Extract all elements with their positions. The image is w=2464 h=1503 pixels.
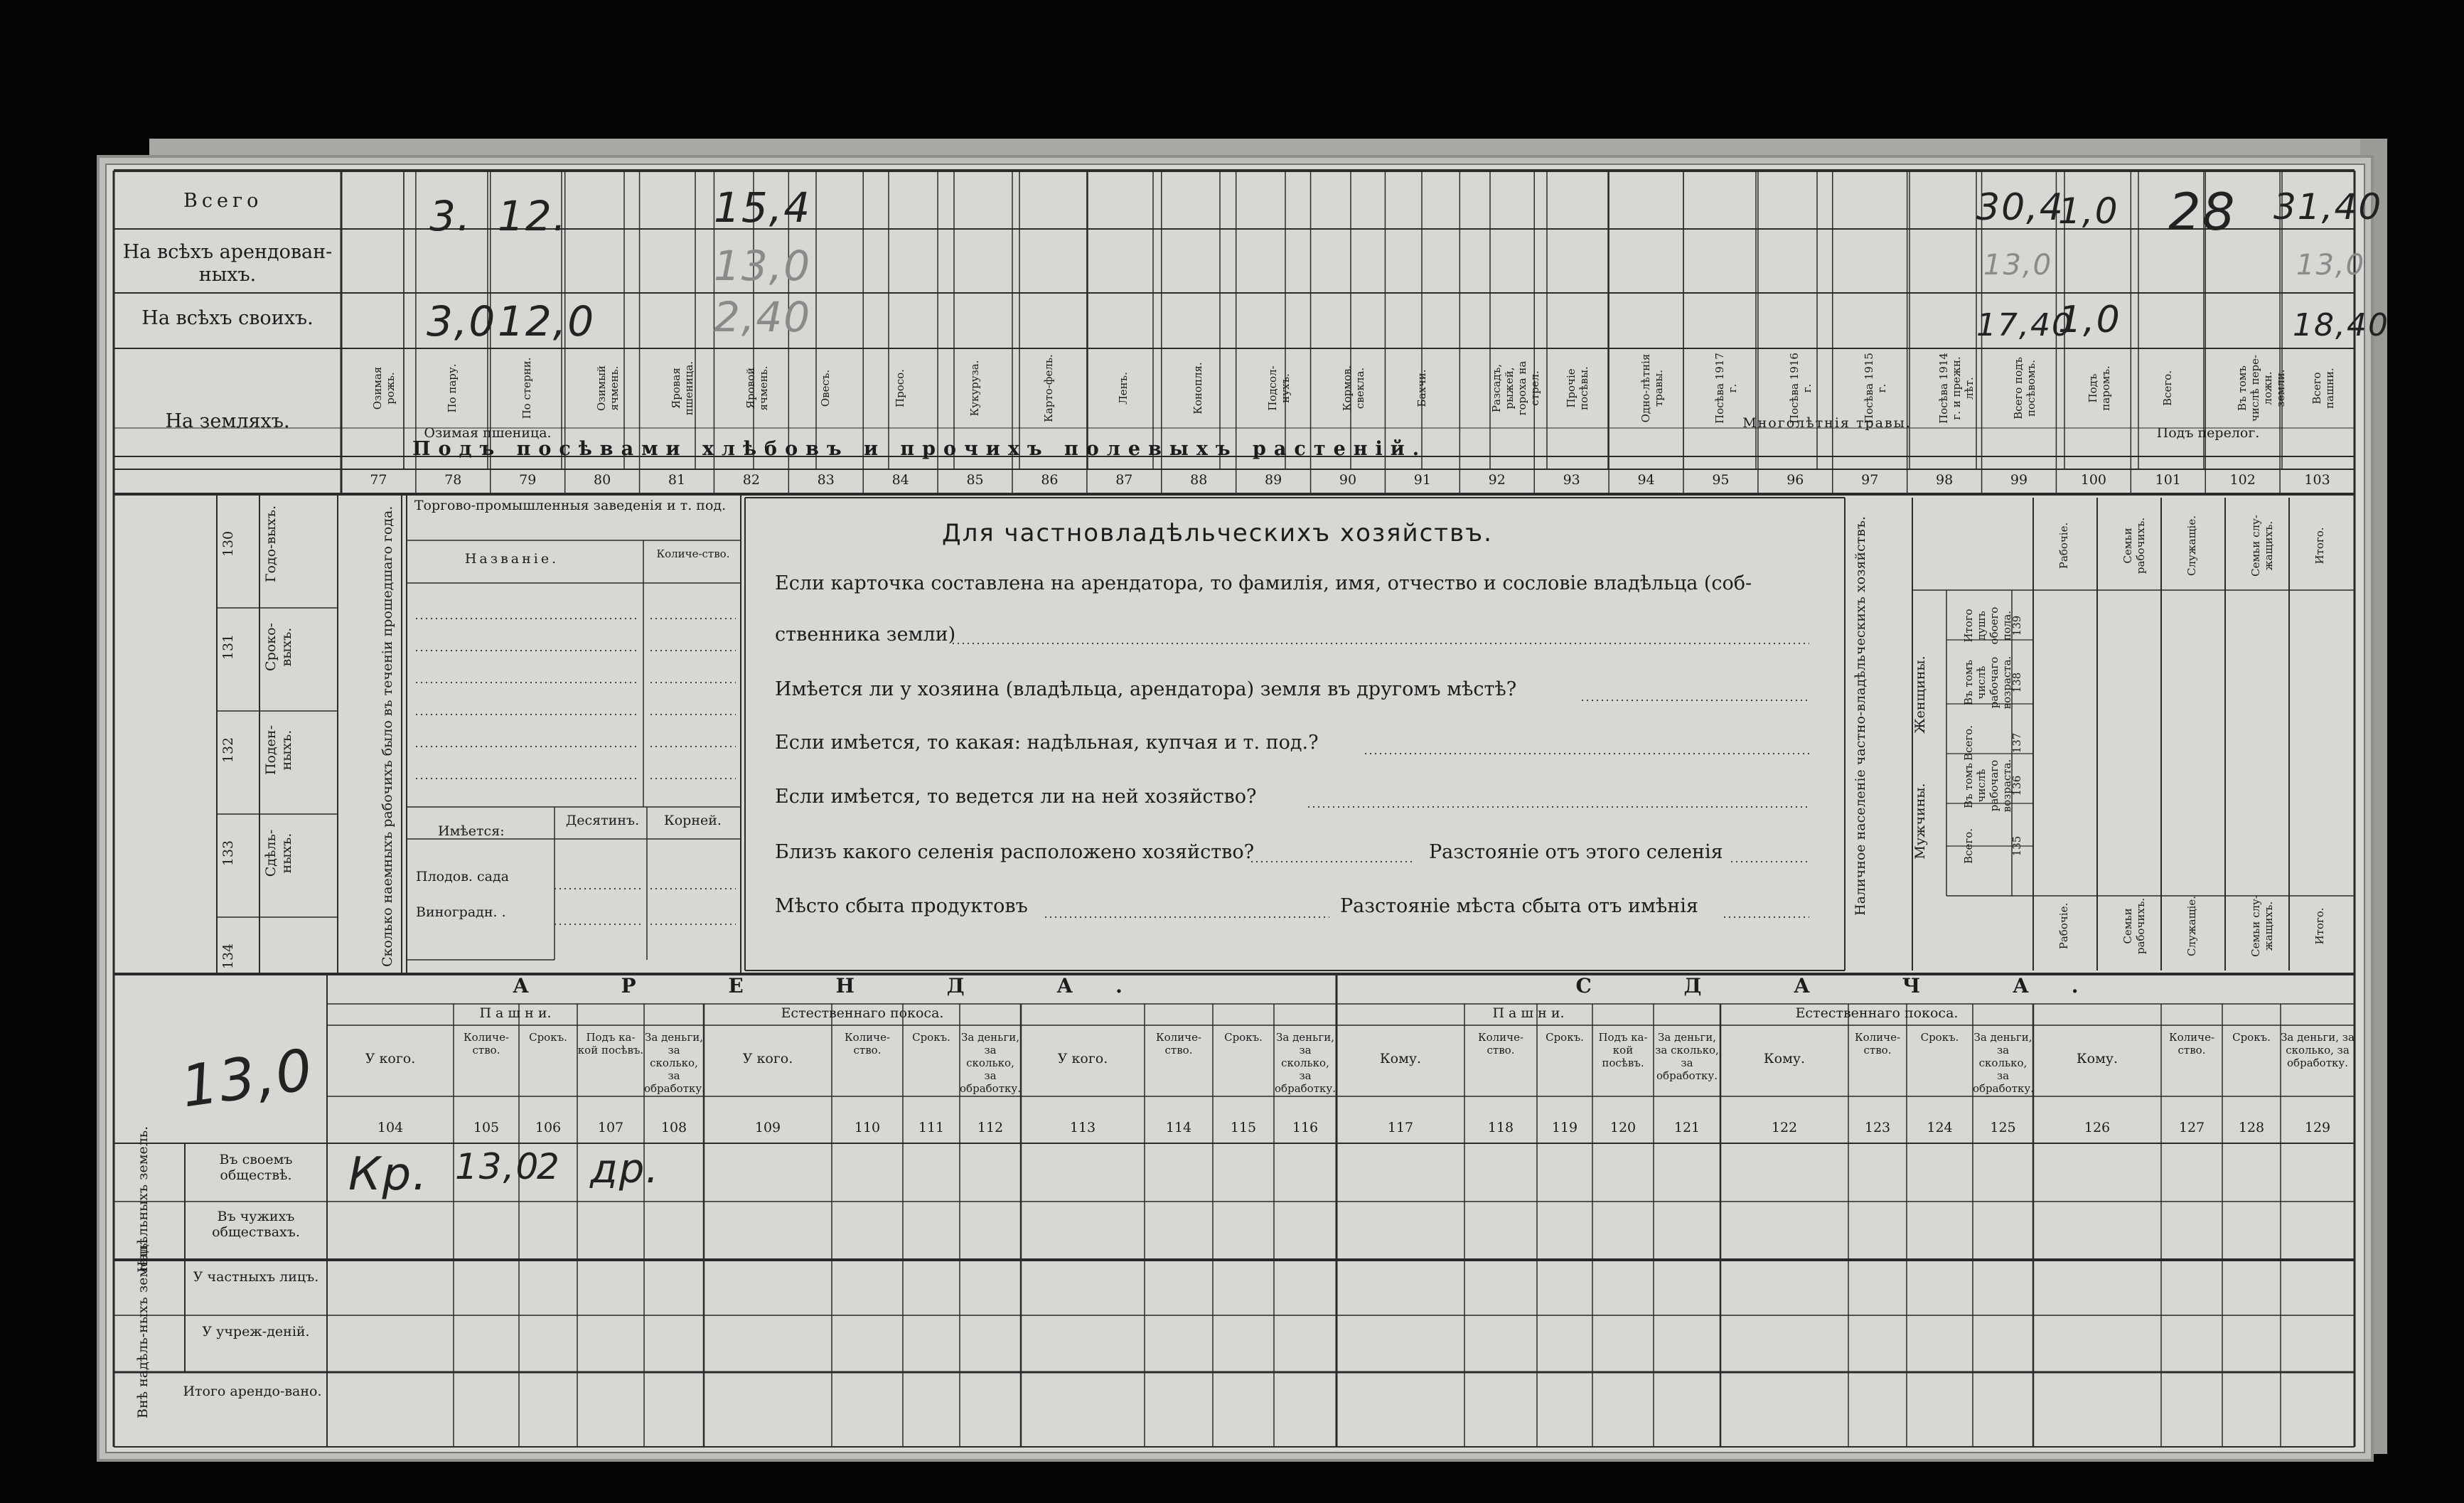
pop-col-label-139: Итого душъ обоего пола. (1962, 606, 2013, 645)
workers-row-number-130: 130 (220, 530, 236, 557)
question-5b: Разстояніе отъ этого селенія (1429, 841, 1723, 863)
col-header-118: Количе-ство. (1477, 1031, 1524, 1057)
pop-col-number-135: 135 (2010, 835, 2023, 857)
pop-col-label-138: Въ томъ числѣ рабочаго возраста. (1962, 656, 2013, 710)
hw-quantity: 13,0 (455, 1146, 540, 1187)
crop-col-header-85: Кукуруза. (968, 360, 981, 417)
col-header-112: За деньги, за сколько, за обработку. (960, 1031, 1021, 1095)
crop-col-number-83: 83 (817, 472, 835, 488)
men-label: Мужчины. (1912, 783, 1928, 860)
workers-row-label-132: Поден-ныхъ. (263, 724, 294, 776)
col-header-113: У кого. (1057, 1051, 1108, 1066)
staff-col-4-top: Итого. (2313, 527, 2326, 565)
col-number-105: 105 (473, 1120, 500, 1135)
row-label-rented-b: ныхъ. (198, 264, 257, 286)
col-number-121: 121 (1673, 1120, 1700, 1135)
row-private-persons: У частныхъ лицъ. (193, 1269, 319, 1285)
col-number-109: 109 (754, 1120, 781, 1135)
staff-col-2-top: Служащіе. (2185, 515, 2198, 576)
question-3: Если имѣется, то какая: надѣльная, купчая и т. под.? (775, 732, 1319, 754)
crop-col-header-95: Посѣва 1917 г. (1713, 353, 1740, 424)
crop-col-header-89: Подсол-нухъ. (1266, 365, 1292, 411)
col-header-117: Кому. (1379, 1051, 1422, 1066)
col-number-128: 128 (2238, 1120, 2265, 1135)
col-header-107: Подъ ка-кой посѣвъ. (577, 1031, 644, 1057)
col-number-123: 123 (1864, 1120, 1891, 1135)
row-institutions: У учреж-деній. (202, 1324, 310, 1339)
hw-total-103: 31,40 (2273, 186, 2383, 228)
crop-col-number-91: 91 (1413, 472, 1431, 488)
crop-col-number-87: 87 (1115, 472, 1133, 488)
staff-col-0-top: Рабочіе. (2057, 522, 2070, 569)
col-header-126: Кому. (2076, 1051, 2118, 1066)
col-number-108: 108 (660, 1120, 687, 1135)
question-1b: ственника земли) (775, 624, 956, 646)
hw-total-101: 28 (2168, 182, 2237, 242)
staff-col-4-bot: Итого. (2313, 907, 2326, 945)
roots-header: Корней. (664, 813, 722, 828)
crop-col-number-88: 88 (1190, 472, 1208, 488)
col-number-111: 111 (918, 1120, 945, 1135)
hw-total-82: 15,4 (714, 183, 812, 232)
crop-col-number-86: 86 (1041, 472, 1059, 488)
row-own-community: Въ своемъ обществѣ. (219, 1152, 293, 1183)
question-6a: Мѣсто сбыта продуктовъ (775, 895, 1028, 917)
col-header-129: За деньги, за сколько, за обработку. (2281, 1031, 2355, 1069)
crop-col-number-97: 97 (1861, 472, 1879, 488)
hw-own-82: 2,40 (714, 293, 812, 341)
rent-section-title: А Р Е Н Д А. (513, 974, 1165, 997)
hw-total-78: 3. (429, 192, 472, 240)
pop-col-number-138: 138 (2010, 672, 2023, 693)
crop-col-number-82: 82 (742, 472, 760, 488)
hw-total-99: 30,4 (1976, 186, 2064, 229)
col-number-110: 110 (854, 1120, 881, 1135)
crop-col-header-92: Разсадъ, рыжей, гороха на стрел. (1489, 360, 1541, 416)
col-number-113: 113 (1069, 1120, 1096, 1135)
col-header-110: Количе-ство. (844, 1031, 891, 1057)
question-5a: Близъ какого селенія расположено хозяйство? (775, 841, 1255, 863)
hw-rented-99: 13,0 (1983, 249, 2053, 282)
staff-col-0-bot: Рабочіе. (2057, 902, 2070, 950)
staff-col-3-top: Семьи слу-жащихъ. (2249, 515, 2275, 577)
col-header-125: За деньги, за сколько, за обработку. (1973, 1031, 2034, 1095)
vineyard-label: Виноградн. . (416, 904, 506, 920)
row-label-lands: На земляхъ. (165, 410, 290, 432)
crop-col-header-101: Всего. (2160, 370, 2174, 406)
col-number-120: 120 (1609, 1120, 1637, 1135)
col-number-126: 126 (2084, 1120, 2111, 1135)
crop-col-number-85: 85 (966, 472, 984, 488)
question-6b: Разстояніе мѣста сбыта отъ имѣнія (1340, 895, 1698, 917)
lease-arable-header: П а ш н и. (1492, 1005, 1565, 1021)
col-header-124: Срокъ. (1920, 1031, 1959, 1044)
crop-col-number-80: 80 (594, 472, 611, 488)
col-header-104: У кого. (365, 1051, 416, 1066)
population-caption: Наличное населеніе частно-владѣльческихъ хозяйствъ. (1853, 516, 1868, 916)
crop-col-header-80: Озимый ячмень. (595, 365, 621, 412)
row-label-own: На всѣхъ своихъ. (141, 307, 314, 329)
workers-row-label-130: Годо-выхъ. (263, 505, 279, 583)
hw-own-100: 1,0 (2058, 299, 2121, 341)
col-header-127: Количе-ство. (2168, 1031, 2215, 1057)
crop-col-header-96: Посѣва 1916 г. (1788, 353, 1814, 424)
lease-hay-header: Естественнаго покоса. (1795, 1005, 1959, 1021)
crop-col-header-88: Конопля. (1191, 362, 1205, 414)
col-header-114: Количе-ство. (1155, 1031, 1202, 1057)
crop-col-header-83: Овесъ. (818, 369, 832, 407)
col-header-108: За деньги, за сколько, за обработку. (644, 1031, 705, 1095)
col-header-109: У кого. (742, 1051, 793, 1066)
workers-row-label-133: Сдѣль-ныхъ. (263, 829, 294, 877)
row-total-rented: Итого арендо-вано. (183, 1384, 322, 1399)
hw-rented-103: 13,0 (2296, 249, 2366, 282)
question-1a: Если карточка составлена на арендатора, то фамилія, имя, отчество и сословіе владѣльца (соб- (775, 572, 1752, 594)
crop-col-number-93: 93 (1563, 472, 1580, 488)
question-2: Имѣется ли у хозяина (владѣльца, арендатора) земля въ другомъ мѣстѣ? (775, 678, 1517, 700)
trade-count-header: Количе-ство. (656, 547, 730, 560)
workers-row-number-134: 134 (220, 943, 236, 970)
crop-col-header-86: Карто-фель. (1042, 354, 1056, 422)
col-number-115: 115 (1230, 1120, 1257, 1135)
pop-col-label-135: Всего. (1962, 828, 1975, 864)
col-header-119: Срокъ. (1546, 1031, 1584, 1044)
crop-col-number-77: 77 (370, 472, 387, 488)
col-header-123: Количе-ство. (1854, 1031, 1901, 1057)
col-number-112: 112 (977, 1120, 1004, 1135)
group-fallow: Подъ перелог. (2156, 425, 2260, 441)
workers-row-number-132: 132 (220, 737, 236, 764)
col-number-125: 125 (1990, 1120, 2016, 1135)
crop-col-number-100: 100 (2080, 472, 2106, 488)
col-number-122: 122 (1771, 1120, 1798, 1135)
crop-col-number-79: 79 (519, 472, 537, 488)
row-label-total: Всего (183, 190, 263, 212)
crop-col-number-101: 101 (2155, 472, 2181, 488)
crop-col-header-100: Подъ паромъ. (2086, 365, 2112, 411)
hw-own-79: 12,0 (498, 297, 596, 346)
hw-own-78: 3,0 (427, 297, 497, 346)
crop-col-header-99: Всего подъ посѣвомъ. (2012, 357, 2037, 419)
staff-col-1-top: Семьи рабочихъ. (2121, 517, 2147, 574)
row-other-community: Въ чужихъ обществахъ. (212, 1209, 300, 1240)
has-label: Имѣется: (438, 823, 505, 839)
crop-col-number-90: 90 (1339, 472, 1357, 488)
trade-title: Торгово-промышленныя заведенія и т. под. (414, 498, 727, 513)
crop-col-header-78: По пару. (446, 363, 459, 413)
col-number-104: 104 (377, 1120, 404, 1135)
col-header-122: Кому. (1763, 1051, 1806, 1066)
staff-col-2-bot: Служащіе. (2185, 896, 2198, 956)
pop-col-number-137: 137 (2010, 732, 2023, 754)
crop-col-header-79: По стерни. (520, 357, 534, 419)
staff-col-1-bot: Семьи рабочихъ. (2121, 897, 2147, 955)
col-number-129: 129 (2304, 1120, 2331, 1135)
allotment-group-label: Надѣльныхъ земель. (135, 1125, 151, 1273)
group-perennial-grass: Многолѣтнія травы. (1742, 415, 1912, 431)
crop-col-number-92: 92 (1488, 472, 1506, 488)
crops-band-title: Подъ посѣвами хлѣбовъ и прочихъ полевыхъ растеній. (412, 438, 1427, 460)
crop-col-number-98: 98 (1936, 472, 1954, 488)
crop-col-number-95: 95 (1712, 472, 1730, 488)
pop-col-number-139: 139 (2010, 615, 2023, 636)
row-label-rented-a: На всѣхъ арендован- (122, 241, 333, 263)
group-winter-wheat: Озимая пшеница. (424, 425, 552, 441)
hw-total-79: 12. (498, 192, 568, 240)
col-header-121: За деньги, за сколько, за обработку. (1655, 1031, 1719, 1082)
crop-col-header-81: Яровая пшеница. (670, 360, 695, 416)
col-number-118: 118 (1487, 1120, 1514, 1135)
col-header-116: За деньги, за сколько, за обработку. (1275, 1031, 1336, 1095)
crop-col-header-77: Озимая рожь. (371, 366, 397, 410)
crop-col-number-99: 99 (2010, 472, 2028, 488)
orchard-label: Плодов. сада (416, 869, 509, 884)
crop-col-number-89: 89 (1265, 472, 1282, 488)
hw-own-99: 17,40 (1976, 307, 2073, 343)
col-number-114: 114 (1165, 1120, 1192, 1135)
workers-row-label-131: Сроко-выхъ. (263, 623, 294, 671)
hw-total-100: 1,0 (2058, 191, 2119, 232)
lease-section-title: С Д А Ч А. (1575, 974, 2121, 997)
crop-col-header-98: Посѣва 1914 г. и прежн. лѣт. (1937, 353, 1976, 424)
workers-row-number-133: 133 (220, 840, 236, 867)
crop-col-number-102: 102 (2229, 472, 2256, 488)
trade-name-header: Названіе. (464, 551, 559, 567)
crop-col-header-82: Яровой ячмень. (744, 365, 770, 411)
col-header-120: Подъ ка-кой посѣвъ. (1598, 1031, 1648, 1069)
workers-caption: Сколько наемныхъ рабочихъ было въ теченіи прошедшаго года. (380, 506, 395, 967)
col-number-106: 106 (535, 1120, 562, 1135)
crop-col-header-87: Ленъ. (1117, 372, 1130, 405)
question-4: Если имѣется, то ведется ли на ней хозяйство? (775, 786, 1257, 808)
crop-col-number-81: 81 (668, 472, 686, 488)
crop-col-header-103: Всего пашни. (2310, 368, 2336, 409)
col-header-128: Срокъ. (2232, 1031, 2271, 1044)
col-number-124: 124 (1927, 1120, 1953, 1135)
workers-row-number-131: 131 (220, 633, 236, 660)
crop-col-number-103: 103 (2304, 472, 2330, 488)
col-number-116: 116 (1292, 1120, 1319, 1135)
crop-col-header-93: Прочіе посѣвы. (1564, 366, 1590, 410)
hw-payment: др. (590, 1146, 660, 1192)
col-number-119: 119 (1551, 1120, 1578, 1135)
col-number-107: 107 (597, 1120, 624, 1135)
dessiatines-header: Десятинъ. (565, 813, 640, 828)
crop-col-header-102: Въ томъ числѣ пере-ложн. земли. (2235, 354, 2287, 422)
col-header-106: Срокъ. (529, 1031, 567, 1044)
rent-hay-header: Естественнаго покоса. (781, 1005, 944, 1021)
crop-col-number-84: 84 (891, 472, 909, 488)
col-header-111: Срокъ. (912, 1031, 950, 1044)
crop-col-header-84: Просо. (893, 369, 906, 407)
women-label: Женщины. (1912, 656, 1928, 734)
rent-arable-header: П а ш н и. (479, 1005, 552, 1021)
crop-col-number-96: 96 (1787, 472, 1804, 488)
hw-rented-82: 13,0 (714, 242, 812, 290)
crop-col-header-94: Одно-лѣтнія травы. (1639, 353, 1665, 423)
crop-col-header-90: Кормов. свекла. (1341, 365, 1366, 412)
crop-col-header-91: Бахчи. (1415, 369, 1428, 407)
staff-col-3-bot: Семьи слу-жащихъ. (2249, 895, 2275, 957)
pop-col-number-136: 136 (2010, 775, 2023, 796)
hw-from-whom: Кр. (348, 1148, 429, 1201)
pop-col-label-137: Всего. (1962, 725, 1975, 761)
hw-term: 2 (537, 1146, 561, 1187)
hw-own-103: 18,40 (2293, 307, 2389, 343)
non-allotment-group-label: Внѣ надѣль-ныхъ земель. (135, 1239, 151, 1418)
hw-corner-13: 13,0 (177, 1036, 318, 1120)
col-number-127: 127 (2178, 1120, 2205, 1135)
private-farms-title: Для частновладѣльческихъ хозяйствъ. (942, 519, 1493, 547)
crop-col-number-94: 94 (1637, 472, 1655, 488)
col-number-117: 117 (1387, 1120, 1414, 1135)
col-header-115: Срокъ. (1224, 1031, 1263, 1044)
crop-col-number-78: 78 (444, 472, 462, 488)
crop-col-header-97: Посѣва 1915 г. (1863, 353, 1889, 424)
pop-col-label-136: Въ томъ числѣ рабочаго возраста. (1962, 759, 2013, 813)
col-header-105: Количе-ство. (463, 1031, 510, 1057)
